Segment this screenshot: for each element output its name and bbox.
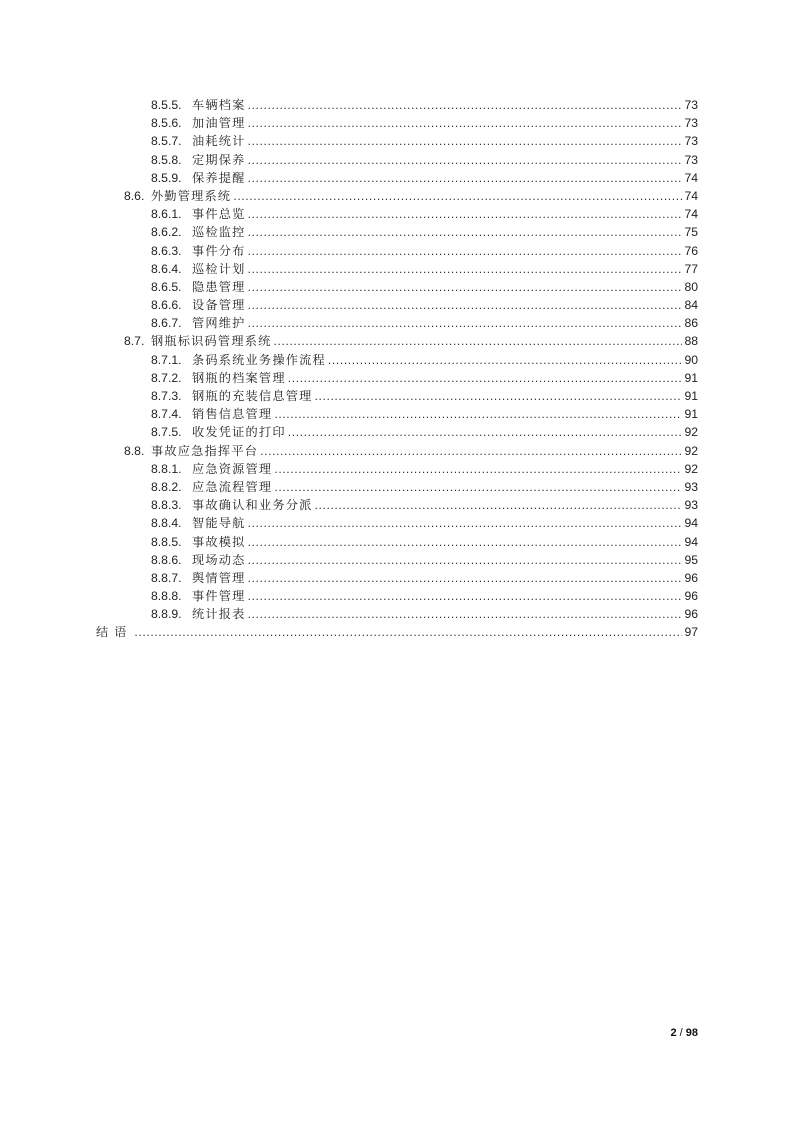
dot-leader bbox=[134, 623, 682, 641]
toc-entry-number: 8.8.6. bbox=[151, 552, 182, 567]
toc-entry-number: 8.6.3. bbox=[151, 243, 182, 258]
current-page-number: 2 bbox=[670, 1027, 677, 1039]
dot-leader bbox=[248, 151, 682, 169]
toc-section-entry[interactable] bbox=[0, 187, 793, 205]
toc-entry-page[interactable]: 93 bbox=[684, 479, 698, 494]
toc-entry-page[interactable]: 86 bbox=[684, 316, 698, 331]
dot-leader bbox=[248, 533, 682, 551]
toc-entry-title[interactable]: 事故应急指挥平台 bbox=[151, 443, 259, 458]
toc-entry-page[interactable]: 73 bbox=[684, 98, 698, 112]
toc-entry[interactable] bbox=[0, 423, 793, 441]
toc-entry[interactable] bbox=[0, 314, 793, 332]
dot-leader bbox=[274, 460, 682, 478]
dot-leader bbox=[288, 369, 682, 387]
toc-entry[interactable] bbox=[0, 551, 793, 569]
dot-leader bbox=[248, 514, 682, 532]
toc-entry-page[interactable]: 97 bbox=[684, 625, 698, 640]
dot-leader bbox=[248, 296, 682, 314]
toc-entry[interactable] bbox=[0, 533, 793, 551]
toc-entry-page[interactable]: 92 bbox=[684, 461, 698, 476]
toc-entry[interactable] bbox=[0, 405, 793, 423]
toc-entry-title[interactable]: 现场动态 bbox=[192, 552, 246, 567]
dot-leader bbox=[274, 332, 683, 350]
dot-leader bbox=[328, 351, 682, 369]
toc-entry-page[interactable]: 73 bbox=[684, 116, 698, 131]
total-pages: 98 bbox=[685, 1027, 698, 1039]
dot-leader bbox=[248, 96, 682, 114]
dot-leader bbox=[248, 223, 682, 241]
toc-entry-number: 8.5.7. bbox=[151, 134, 182, 149]
toc-entry-title[interactable]: 保养提醒 bbox=[192, 170, 246, 185]
toc-entry-number: 8.5.9. bbox=[151, 170, 182, 185]
toc-entry-title[interactable]: 事故确认和业务分派 bbox=[192, 498, 313, 513]
toc-entry-page[interactable]: 75 bbox=[684, 225, 698, 240]
toc-entry-number: 8.6.1. bbox=[151, 207, 182, 222]
dot-leader bbox=[248, 587, 682, 605]
toc-entry-page[interactable]: 74 bbox=[684, 170, 698, 185]
dot-leader bbox=[274, 478, 682, 496]
toc-entry-title[interactable]: 钢瓶标识码管理系统 bbox=[151, 334, 272, 349]
toc-entry-number: 8.5.6. bbox=[151, 116, 182, 131]
toc-entry[interactable] bbox=[0, 169, 793, 187]
toc-entry[interactable] bbox=[0, 587, 793, 605]
toc-entry-page[interactable]: 88 bbox=[684, 334, 698, 349]
toc-entry-page[interactable]: 73 bbox=[684, 134, 698, 149]
toc-entry-title[interactable]: 管网维护 bbox=[192, 316, 246, 331]
toc-entry-number: 8.6.6. bbox=[151, 298, 182, 313]
toc-entry-number: 8.6.7. bbox=[151, 316, 182, 331]
toc-entry-number: 8.7.4. bbox=[151, 407, 182, 422]
toc-entry-page[interactable]: 74 bbox=[684, 207, 698, 222]
toc-entry[interactable] bbox=[0, 223, 793, 241]
toc-entry-page[interactable]: 94 bbox=[684, 534, 698, 549]
toc-entry-page[interactable]: 77 bbox=[684, 261, 698, 276]
toc-entry[interactable] bbox=[0, 242, 793, 260]
toc-entry[interactable] bbox=[0, 569, 793, 587]
toc-entry-page[interactable]: 90 bbox=[684, 352, 698, 367]
dot-leader bbox=[248, 205, 682, 223]
toc-entry[interactable] bbox=[0, 114, 793, 132]
toc-section-entry[interactable] bbox=[0, 442, 793, 460]
toc-entry-number: 8.7.5. bbox=[151, 425, 182, 440]
toc-entry-page[interactable]: 92 bbox=[684, 425, 698, 440]
dot-leader bbox=[248, 114, 682, 132]
toc-entry-title[interactable]: 应急流程管理 bbox=[192, 479, 273, 494]
toc-entry-title[interactable]: 巡检监控 bbox=[192, 225, 246, 240]
toc-chapter-entry[interactable] bbox=[0, 623, 793, 641]
toc-entry-number: 8.8.4. bbox=[151, 516, 182, 531]
toc-entry-number: 8.8.1. bbox=[151, 461, 182, 476]
page-number-footer bbox=[600, 1027, 698, 1039]
dot-leader bbox=[233, 187, 682, 205]
toc-entry-page[interactable]: 96 bbox=[684, 589, 698, 604]
toc-entry-number: 8.8.9. bbox=[151, 607, 182, 622]
table-of-contents bbox=[0, 96, 793, 642]
toc-entry-title[interactable]: 销售信息管理 bbox=[192, 407, 273, 422]
toc-entry-title[interactable]: 油耗统计 bbox=[192, 134, 246, 149]
toc-entry-page[interactable]: 80 bbox=[684, 279, 698, 294]
toc-entry[interactable] bbox=[0, 151, 793, 169]
toc-entry-page[interactable]: 94 bbox=[684, 516, 698, 531]
toc-entry-page[interactable]: 91 bbox=[684, 370, 698, 385]
toc-entry[interactable] bbox=[0, 351, 793, 369]
toc-entry-title[interactable]: 事件总览 bbox=[192, 207, 246, 222]
toc-entry[interactable] bbox=[0, 605, 793, 623]
toc-entry-number: 8.7.1. bbox=[151, 352, 182, 367]
toc-entry-page[interactable]: 76 bbox=[684, 243, 698, 258]
toc-entry-title[interactable]: 车辆档案 bbox=[192, 98, 246, 112]
toc-entry-number: 8.5.5. bbox=[151, 98, 182, 112]
toc-entry-page[interactable]: 96 bbox=[684, 607, 698, 622]
toc-entry[interactable] bbox=[0, 278, 793, 296]
toc-entry-title[interactable]: 定期保养 bbox=[192, 152, 246, 167]
toc-entry-title[interactable]: 隐患管理 bbox=[192, 279, 246, 294]
toc-entry-number: 8.8. bbox=[124, 443, 145, 458]
toc-entry-title[interactable]: 收发凭证的打印 bbox=[192, 425, 286, 440]
toc-entry-title[interactable]: 智能导航 bbox=[192, 516, 246, 531]
toc-entry-number: 8.6.4. bbox=[151, 261, 182, 276]
toc-entry-number: 8.6. bbox=[124, 188, 145, 203]
toc-entry-number: 8.8.5. bbox=[151, 534, 182, 549]
dot-leader bbox=[288, 423, 682, 441]
toc-entry-title[interactable]: 钢瓶的充装信息管理 bbox=[192, 389, 313, 403]
toc-entry-title[interactable]: 钢瓶的档案管理 bbox=[192, 370, 286, 385]
toc-entry-page[interactable]: 84 bbox=[684, 298, 698, 313]
dot-leader bbox=[248, 605, 682, 623]
toc-entry[interactable] bbox=[0, 387, 793, 405]
toc-entry[interactable] bbox=[0, 478, 793, 496]
toc-entry[interactable] bbox=[0, 205, 793, 223]
toc-section-entry[interactable] bbox=[0, 332, 793, 350]
toc-entry-title[interactable]: 巡检计划 bbox=[192, 261, 246, 276]
dot-leader bbox=[248, 314, 682, 332]
toc-entry-title[interactable]: 事件分布 bbox=[192, 243, 246, 258]
toc-entry-title[interactable]: 条码系统业务操作流程 bbox=[192, 352, 326, 367]
toc-entry-number: 8.7.3. bbox=[151, 389, 182, 403]
dot-leader bbox=[274, 405, 682, 423]
toc-entry-page[interactable]: 96 bbox=[684, 570, 698, 585]
toc-entry-page[interactable]: 91 bbox=[684, 389, 698, 403]
dot-leader bbox=[248, 169, 682, 187]
page-separator: / bbox=[679, 1027, 683, 1039]
toc-entry[interactable] bbox=[0, 369, 793, 387]
toc-entry-title[interactable]: 结语 bbox=[96, 625, 133, 640]
dot-leader bbox=[315, 496, 683, 514]
toc-entry[interactable] bbox=[0, 132, 793, 150]
toc-entry-number: 8.8.7. bbox=[151, 570, 182, 585]
toc-entry-title[interactable]: 舆情管理 bbox=[192, 570, 246, 585]
toc-entry-number: 8.7. bbox=[124, 334, 145, 349]
toc-entry-number: 8.5.8. bbox=[151, 152, 182, 167]
toc-entry-title[interactable]: 设备管理 bbox=[192, 298, 246, 313]
toc-entry-page[interactable]: 93 bbox=[684, 498, 698, 513]
toc-entry[interactable] bbox=[0, 496, 793, 514]
toc-entry-page[interactable]: 73 bbox=[684, 152, 698, 167]
toc-entry[interactable] bbox=[0, 96, 793, 114]
toc-entry[interactable] bbox=[0, 514, 793, 532]
dot-leader bbox=[248, 569, 682, 587]
toc-entry-title[interactable]: 事故模拟 bbox=[192, 534, 246, 549]
toc-entry-title[interactable]: 外勤管理系统 bbox=[151, 188, 232, 203]
dot-leader bbox=[248, 132, 682, 150]
toc-entry[interactable] bbox=[0, 460, 793, 478]
toc-entry-number: 8.7.2. bbox=[151, 370, 182, 385]
dot-leader bbox=[315, 387, 683, 405]
toc-entry-page[interactable]: 95 bbox=[684, 552, 698, 567]
toc-entry-page[interactable]: 91 bbox=[684, 407, 698, 422]
toc-entry-number: 8.8.8. bbox=[151, 589, 182, 604]
toc-entry-number: 8.6.5. bbox=[151, 279, 182, 294]
dot-leader bbox=[248, 242, 682, 260]
dot-leader bbox=[248, 278, 682, 296]
toc-entry[interactable] bbox=[0, 260, 793, 278]
dot-leader bbox=[260, 442, 682, 460]
toc-entry-page[interactable]: 74 bbox=[684, 188, 698, 203]
dot-leader bbox=[248, 551, 682, 569]
toc-entry-number: 8.8.2. bbox=[151, 479, 182, 494]
toc-entry-number: 8.6.2. bbox=[151, 225, 182, 240]
toc-entry-title[interactable]: 加油管理 bbox=[192, 116, 246, 131]
dot-leader bbox=[248, 260, 682, 278]
toc-entry-page[interactable]: 92 bbox=[684, 443, 698, 458]
toc-entry-title[interactable]: 统计报表 bbox=[192, 607, 246, 622]
toc-entry-number: 8.8.3. bbox=[151, 498, 182, 513]
toc-entry-title[interactable]: 事件管理 bbox=[192, 589, 246, 604]
toc-entry[interactable] bbox=[0, 296, 793, 314]
toc-entry-title[interactable]: 应急资源管理 bbox=[192, 461, 273, 476]
